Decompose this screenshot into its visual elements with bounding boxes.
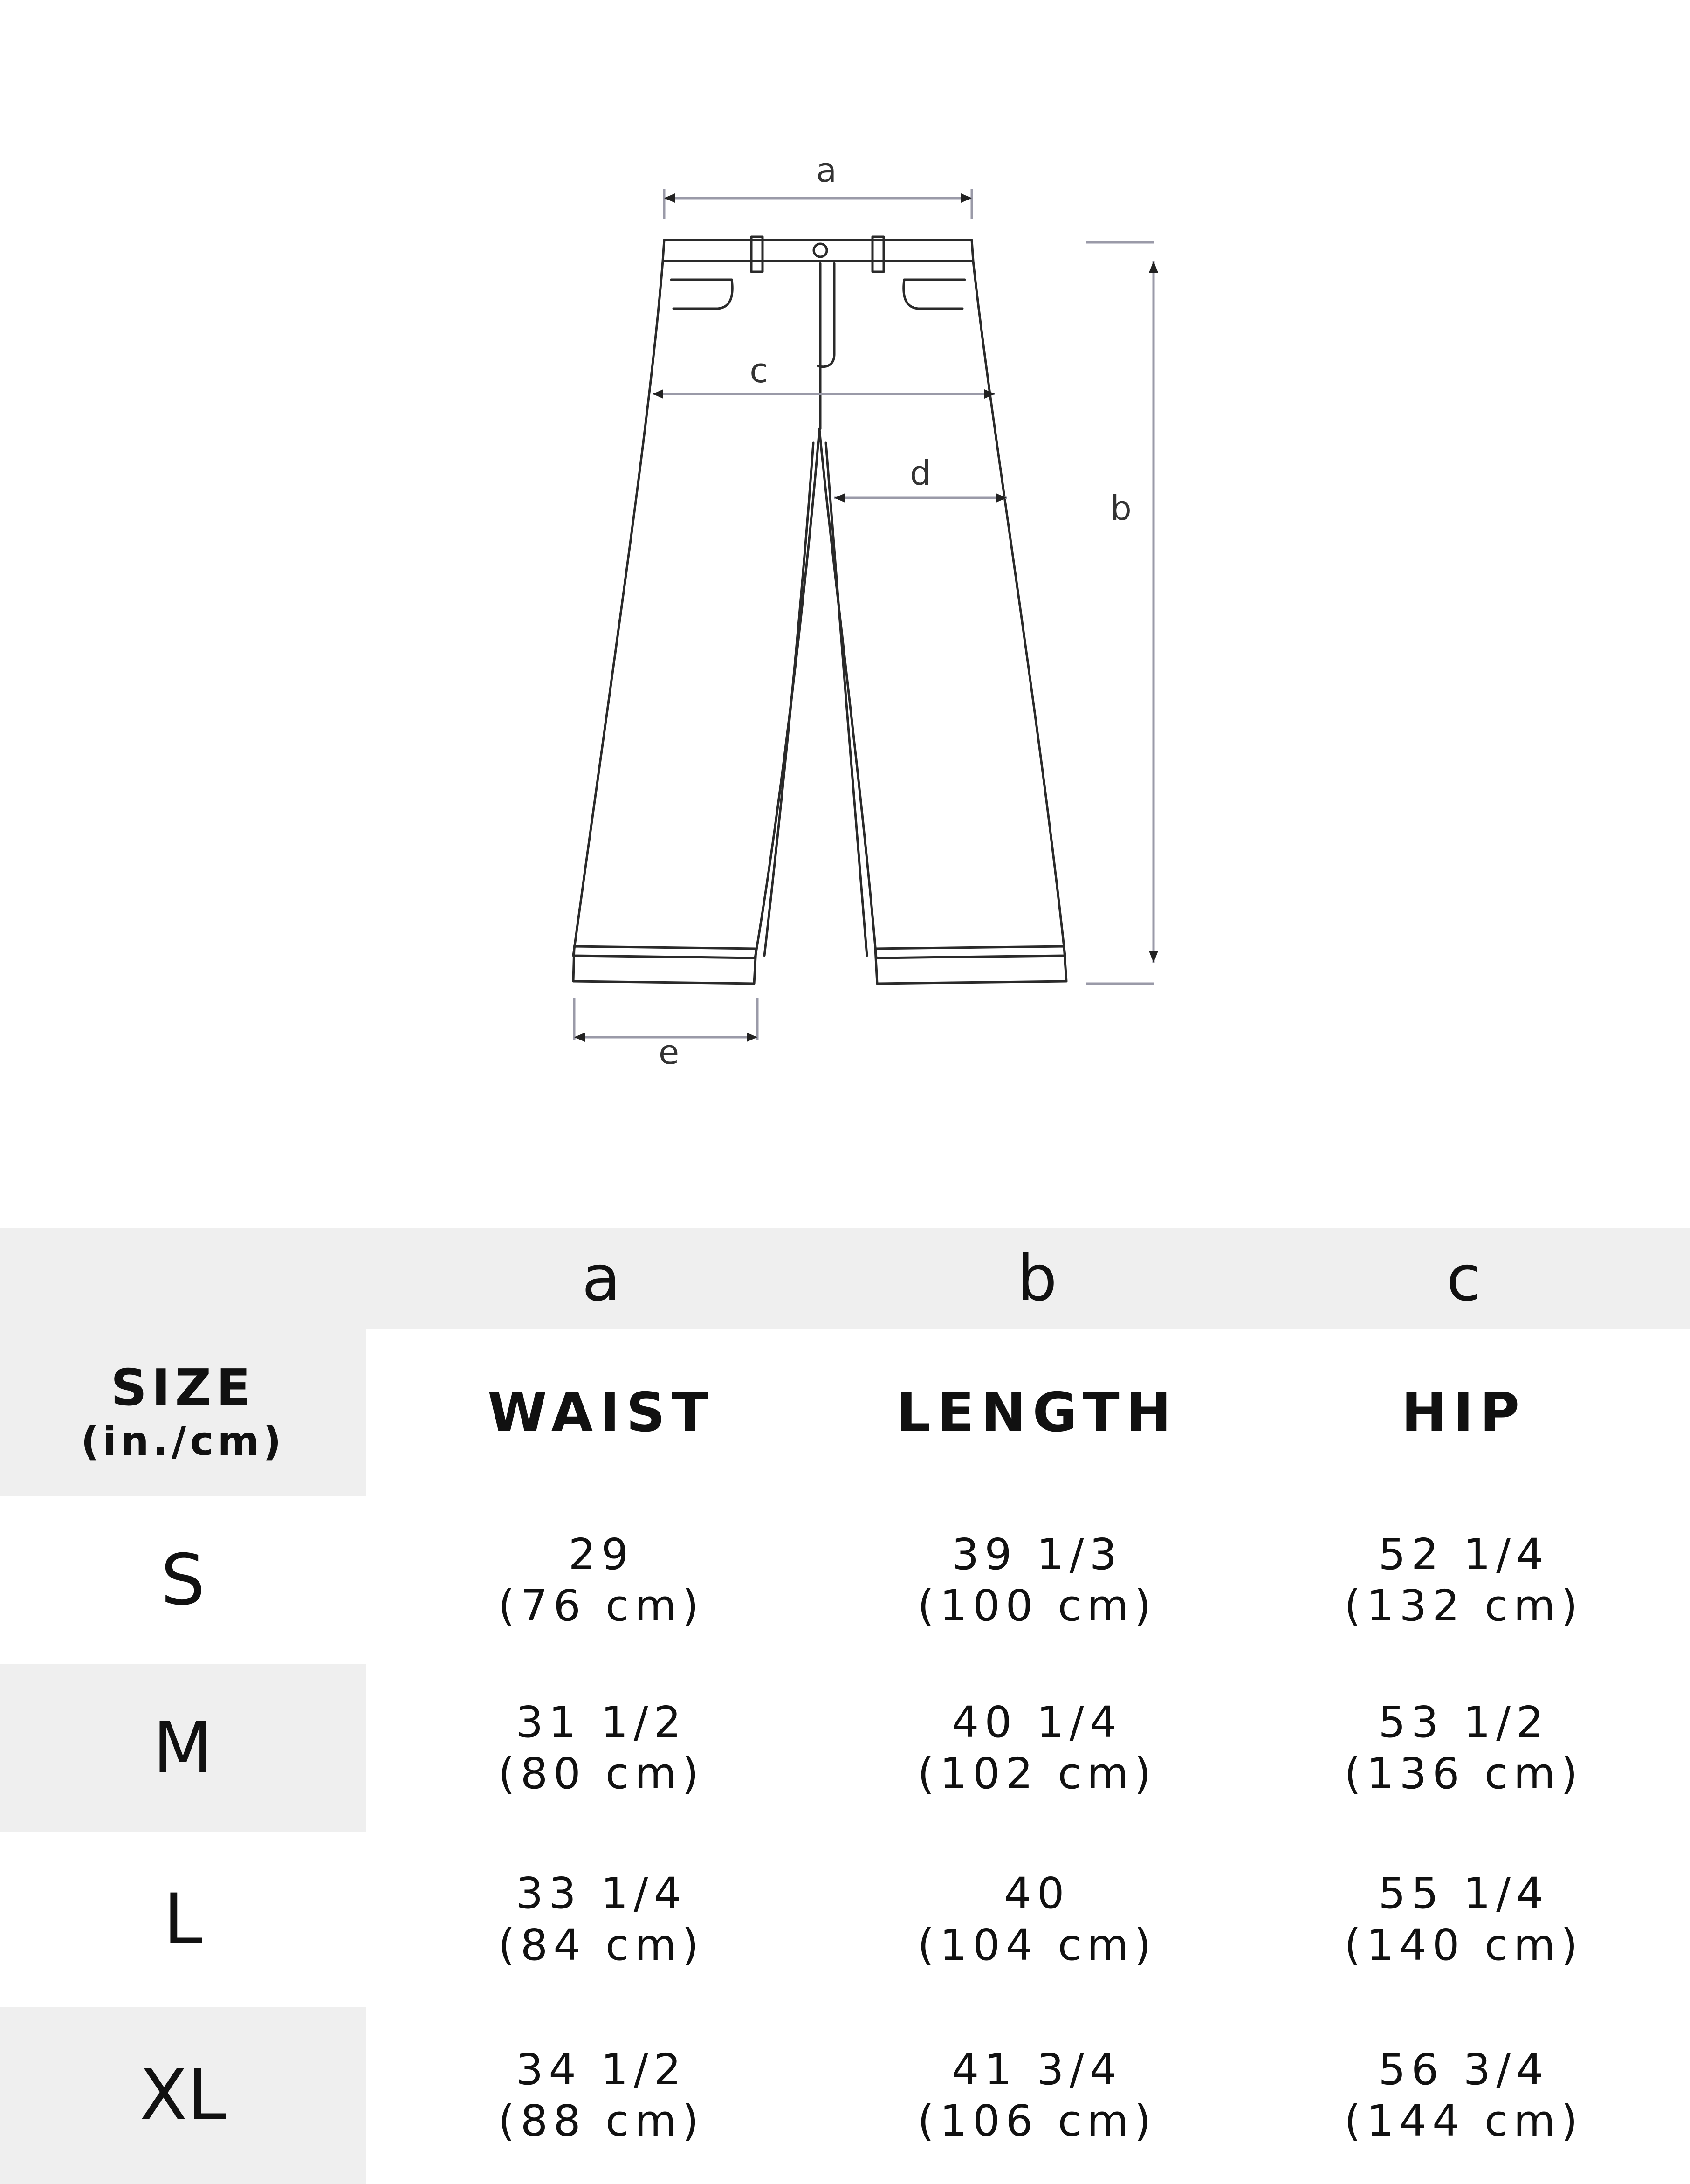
length-cell bbox=[837, 1664, 1237, 1832]
belt-loop bbox=[751, 237, 763, 272]
hip-cell bbox=[1237, 1496, 1690, 1664]
inch-value: 40 1/4 bbox=[951, 1697, 1123, 1747]
cm-value: (104 cm) bbox=[917, 1920, 1157, 1970]
cm-value: (102 cm) bbox=[917, 1749, 1157, 1798]
inch-value: 41 3/4 bbox=[951, 2044, 1123, 2094]
cm-value: (144 cm) bbox=[1344, 2096, 1583, 2146]
size-label: L bbox=[163, 1879, 203, 1960]
pocket-right bbox=[904, 280, 965, 309]
size-label: S bbox=[160, 1540, 206, 1621]
cm-value: (136 cm) bbox=[1344, 1749, 1583, 1798]
inch-value: 53 1/2 bbox=[1378, 1697, 1549, 1747]
length-cell bbox=[837, 1496, 1237, 1664]
column-header-hip: HIP bbox=[1401, 1381, 1526, 1444]
label-b: b bbox=[1110, 489, 1132, 528]
column-letter-a: a bbox=[582, 1241, 621, 1316]
length-cell bbox=[837, 1832, 1237, 2007]
size-label: XL bbox=[0, 2007, 366, 2184]
size-label: M bbox=[0, 1664, 366, 1832]
length-cell bbox=[837, 2007, 1237, 2184]
cm-value: (84 cm) bbox=[498, 1920, 705, 1970]
inner-seam bbox=[826, 443, 867, 956]
inch-value: 56 3/4 bbox=[1378, 2044, 1549, 2094]
cm-value: (132 cm) bbox=[1344, 1581, 1583, 1631]
pocket-left bbox=[671, 280, 732, 309]
hip-cell bbox=[1237, 2007, 1690, 2184]
size-header-title: SIZE bbox=[110, 1359, 255, 1418]
label-c: c bbox=[749, 351, 768, 390]
column-header-length: LENGTH bbox=[896, 1381, 1178, 1444]
column-header-waist: WAIST bbox=[487, 1381, 715, 1444]
inch-value: 40 bbox=[1004, 1868, 1070, 1919]
cm-value: (100 cm) bbox=[917, 1581, 1157, 1631]
size-header-units: (in./cm) bbox=[81, 1418, 285, 1465]
hip-cell bbox=[1237, 1664, 1690, 1832]
cuff-left bbox=[573, 946, 756, 984]
waist-cell bbox=[366, 1664, 837, 1832]
cm-value: (80 cm) bbox=[498, 1749, 705, 1798]
column-letter-c: c bbox=[1446, 1241, 1481, 1316]
waist-cell bbox=[366, 1496, 837, 1664]
cuff-right bbox=[875, 946, 1066, 984]
inch-value: 33 1/4 bbox=[515, 1868, 687, 1919]
cm-value: (140 cm) bbox=[1344, 1920, 1583, 1970]
inch-value: 52 1/4 bbox=[1378, 1529, 1549, 1579]
waist-cell bbox=[366, 1832, 837, 2007]
hip-cell bbox=[1237, 1832, 1690, 2007]
inch-value: 34 1/2 bbox=[515, 2044, 687, 2094]
label-a: a bbox=[816, 151, 837, 190]
inch-value: 55 1/4 bbox=[1378, 1868, 1549, 1919]
inch-value: 29 bbox=[568, 1529, 634, 1579]
size-header-cell bbox=[0, 1329, 366, 1496]
label-d: d bbox=[910, 454, 931, 493]
cm-value: (106 cm) bbox=[917, 2096, 1157, 2146]
inner-seam bbox=[764, 443, 813, 956]
cm-value: (76 cm) bbox=[498, 1581, 705, 1631]
inch-value: 31 1/2 bbox=[515, 1697, 687, 1747]
size-chart-table bbox=[0, 1228, 1690, 2184]
column-letter-b: b bbox=[1017, 1241, 1058, 1316]
waist-button bbox=[814, 244, 827, 257]
inch-value: 39 1/3 bbox=[951, 1529, 1123, 1579]
belt-loop bbox=[872, 237, 884, 272]
cm-value: (88 cm) bbox=[498, 2096, 705, 2146]
waist-cell bbox=[366, 2007, 837, 2184]
label-e: e bbox=[658, 1033, 680, 1072]
